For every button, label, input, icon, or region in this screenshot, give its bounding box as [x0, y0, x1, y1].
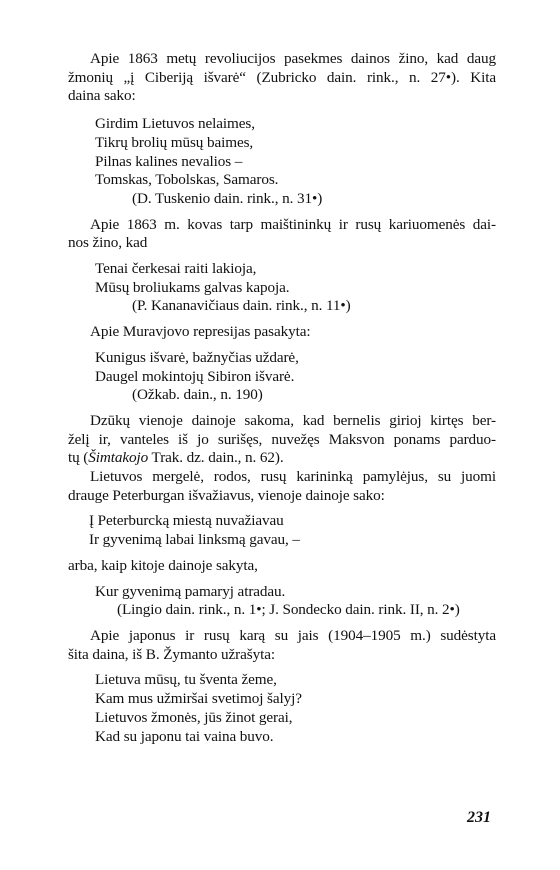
verse-line: Tikrų brolių mūsų baimes,: [95, 133, 254, 151]
verse-line: Girdim Lietuvos nelaimes,: [95, 115, 255, 133]
verse-line: Lietuva mūsų, tu šventa žeme,: [95, 671, 277, 689]
text-line: želį ir, vanteles iš jo surišęs, nuvežęs Maksvon ponams parduo-: [68, 430, 496, 448]
italic-title: Šimtakojo: [88, 449, 149, 467]
text-fragment: tų (: [68, 449, 89, 467]
paragraph: [68, 468, 496, 505]
verse-quote: [68, 349, 496, 405]
paragraph: [68, 557, 496, 576]
verse-quote: [68, 512, 496, 549]
paragraph: [68, 50, 496, 106]
text-line: Dzūkų vienoje dainoje sakoma, kad bernelis girioj kirtęs ber-: [90, 411, 496, 429]
paragraph: [68, 627, 496, 664]
text-line: žmonių „į Ciberiją išvarė“ (Zubricko dain. rink., n. 27•). Kita: [68, 68, 496, 86]
verse-line: Kad su japonu tai vaina buvo.: [95, 727, 274, 745]
verse-line: Kur gyvenimą pamaryj atradau.: [95, 582, 286, 600]
verse-line: Pilnas kalines nevalios –: [95, 152, 243, 170]
paragraph: [68, 323, 496, 342]
verse-line: Lietuvos žmonės, jūs žinot gerai,: [95, 708, 293, 726]
verse-quote: [68, 260, 496, 316]
verse-source: (D. Tuskenio dain. rink., n. 31•): [132, 189, 323, 207]
text-line: [68, 449, 496, 468]
verse-quote: [68, 115, 496, 209]
verse-quote: [68, 583, 496, 620]
verse-line: Ir gyvenimą labai linksmą gavau, –: [89, 531, 300, 549]
verse-line: Tomskas, Tobolskas, Samaros.: [95, 171, 279, 189]
text-line: šita daina, iš B. Žymanto užrašyta:: [68, 645, 275, 663]
verse-line: Tenai čerkesai raiti lakioja,: [95, 260, 257, 278]
text-line: Apie 1863 metų revoliucijos pasekmes dainos žino, kad daug: [90, 50, 496, 67]
verse-line: Kam mus užmiršai svetimoj šalyj?: [95, 690, 302, 708]
verse-line: Kunigus išvarė, bažnyčias uždarė,: [95, 348, 299, 366]
text-line: arba, kaip kitoje dainoje sakyta,: [68, 556, 258, 574]
text-line: Apie 1863 m. kovas tarp maištininkų ir rusų kariuomenės dai-: [90, 215, 496, 233]
text-line: drauge Peterburgan išvažiavus, vienoje dainoje sako:: [68, 486, 385, 504]
verse-quote: [68, 671, 496, 746]
verse-source: (Ožkab. dain., n. 190): [132, 386, 263, 404]
verse-source: (Lingio dain. rink., n. 1•; J. Sondecko dain. rink. II, n. 2•): [117, 601, 460, 619]
paragraph: [68, 216, 496, 253]
verse-line: Mūsų broliukams galvas kapoja.: [95, 278, 290, 296]
verse-line: Daugel mokintojų Sibiron išvarė.: [95, 367, 295, 385]
verse-source: (P. Kananavičiaus dain. rink., n. 11•): [132, 297, 351, 315]
page-text: [68, 50, 496, 746]
text-line: Lietuvos mergelė, rodos, rusų karininką pamylėjus, su juomi: [90, 468, 496, 486]
text-line: Apie Muravjovo represijas pasakyta:: [90, 323, 311, 341]
text-line: Apie japonus ir rusų karą su jais (1904–1905 m.) sudėstyta: [90, 626, 496, 644]
paragraph: [68, 412, 496, 468]
text-line: daina sako:: [68, 87, 136, 105]
text-line: nos žino, kad: [68, 234, 148, 252]
text-fragment: Trak. dz. dain., n. 62).: [148, 449, 284, 467]
page-number: 231: [467, 809, 491, 826]
verse-line: Į Peterburcką miestą nuvažiavau: [89, 512, 284, 530]
